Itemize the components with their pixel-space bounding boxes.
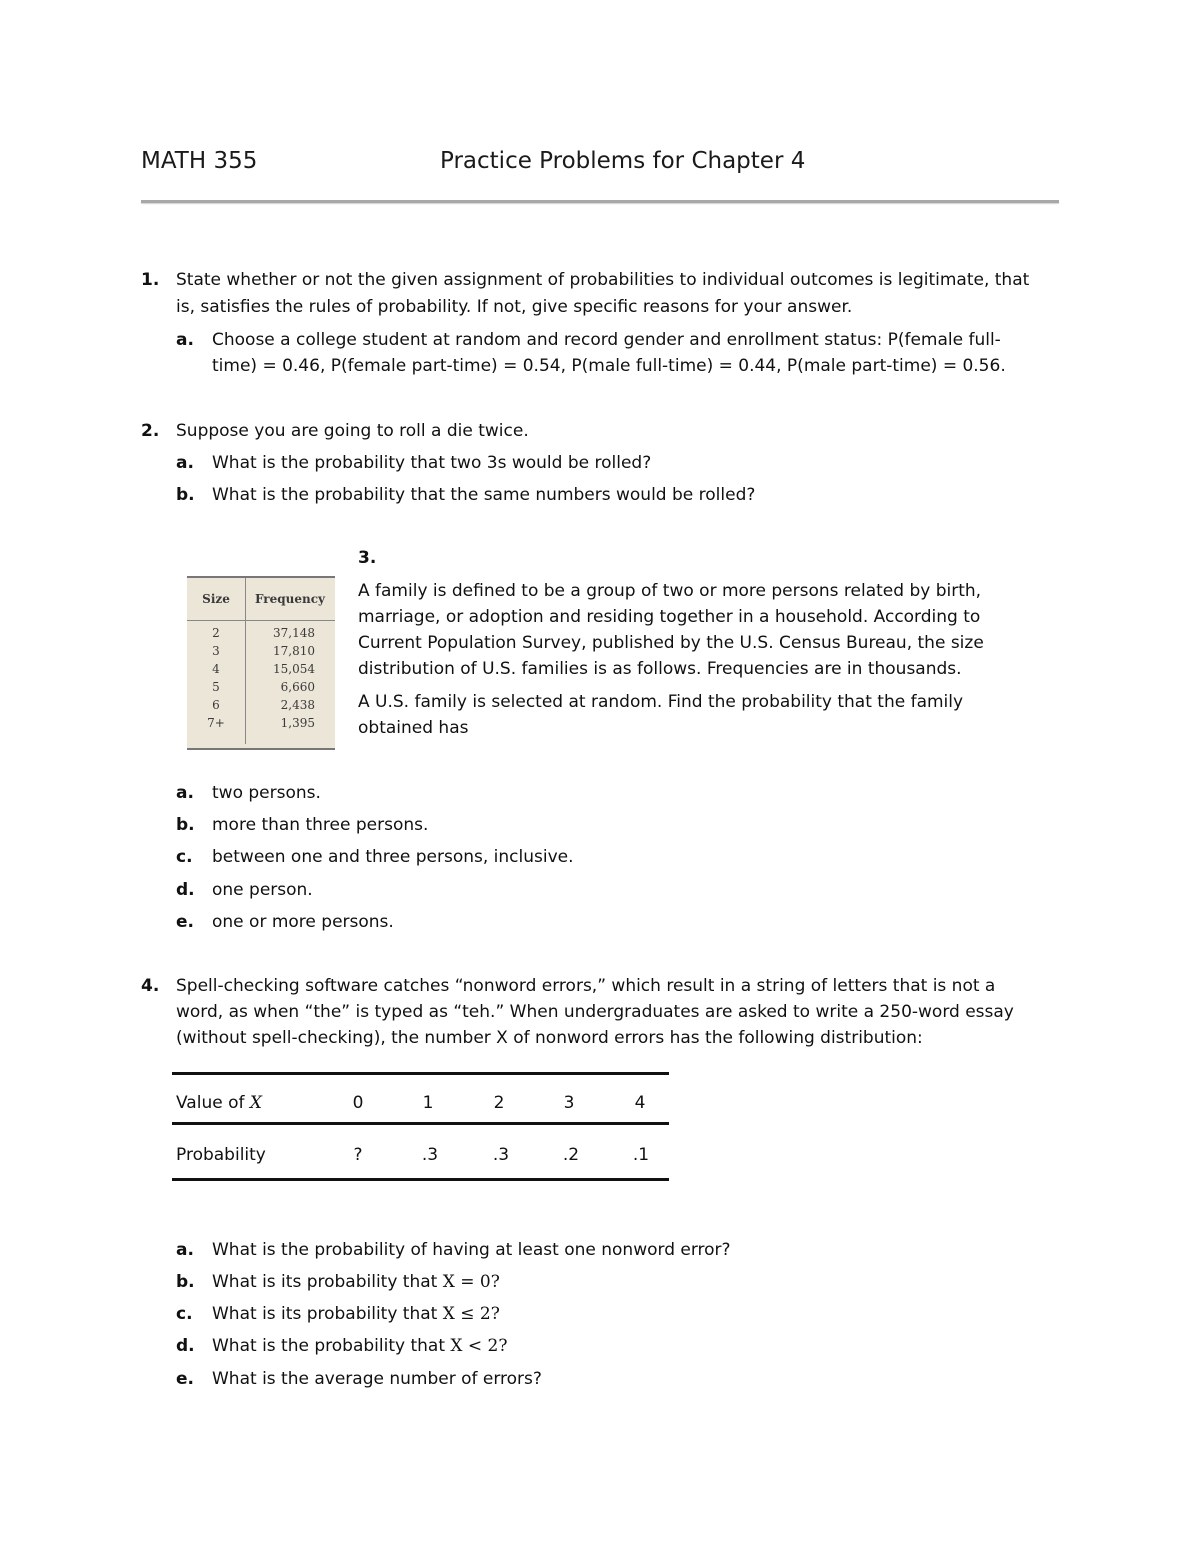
header-rule [141, 200, 1059, 203]
q4d-math: X < 2? [450, 1336, 508, 1356]
probability-cell: .2 [562, 1145, 580, 1165]
q3d-label: d. [176, 880, 195, 900]
frequency-cell: 17,810 [273, 644, 315, 658]
q2a-text: What is the probability that two 3s would be rolled? [212, 453, 652, 473]
q4b-math: X = 0? [442, 1272, 500, 1292]
q3a-text: two persons. [212, 783, 321, 803]
frequency-col-header: Frequency [254, 592, 326, 606]
frequency-cell: 2,438 [280, 698, 315, 712]
q4a-label: a. [176, 1240, 194, 1260]
q3-para1-line1: A family is defined to be a group of two or more persons related by birth, [358, 581, 982, 601]
size-cell: 7+ [207, 716, 225, 730]
value-row-label-text: Value of [176, 1093, 250, 1113]
q2a-label: a. [176, 453, 194, 473]
table-row [187, 716, 335, 734]
probability-cell: .3 [421, 1145, 439, 1165]
distribution-table-bottom-rule [172, 1178, 669, 1181]
family-size-table [187, 576, 335, 750]
value-cell: 4 [634, 1093, 646, 1113]
variable-x: X [249, 1093, 262, 1113]
q4c-line [212, 1304, 500, 1324]
q4-text-line3: (without spell-checking), the number X of nonword errors has the following distribution: [176, 1028, 923, 1048]
course-code: MATH 355 [141, 148, 258, 174]
q3d-text: one person. [212, 880, 313, 900]
value-row-label [176, 1093, 262, 1113]
q3-para2-line2: obtained has [358, 718, 469, 738]
q4b-label: b. [176, 1272, 195, 1292]
frequency-cell: 15,054 [273, 662, 315, 676]
q3-para2-line1: A U.S. family is selected at random. Find the probability that the family [358, 692, 964, 712]
q4e-text: What is the average number of errors? [212, 1369, 542, 1389]
q3-para1-line4: distribution of U.S. families is as follows. Frequencies are in thousands. [358, 659, 962, 679]
table-row [187, 680, 335, 698]
q1-text-line2: is, satisfies the rules of probability. If not, give specific reasons for your answer. [176, 297, 853, 317]
q3e-label: e. [176, 912, 194, 932]
table-row [187, 662, 335, 680]
q4d-label: d. [176, 1336, 195, 1356]
value-cell: 0 [352, 1093, 364, 1113]
q3c-label: c. [176, 847, 193, 867]
q4d-line [212, 1336, 507, 1356]
q2-text: Suppose you are going to roll a die twice. [176, 421, 529, 441]
table-row [187, 698, 335, 716]
q1-number: 1. [141, 270, 160, 290]
q2-number: 2. [141, 421, 160, 441]
value-cell: 1 [422, 1093, 434, 1113]
value-cell: 3 [563, 1093, 575, 1113]
value-cell: 2 [493, 1093, 505, 1113]
q4c-label: c. [176, 1304, 193, 1324]
q4c-math: X ≤ 2? [442, 1304, 500, 1324]
table-row [187, 644, 335, 662]
probability-row-label: Probability [176, 1145, 266, 1165]
distribution-table-mid-rule [172, 1122, 669, 1125]
frequency-cell: 37,148 [273, 626, 315, 640]
q1-text-line1: State whether or not the given assignment of probabilities to individual outcomes is legitimate, that [176, 270, 1030, 290]
q4b-text: What is its probability that [212, 1272, 443, 1292]
family-size-table-header [187, 578, 335, 621]
q3b-label: b. [176, 815, 195, 835]
q4-text-line1: Spell-checking software catches “nonword errors,” which result in a string of letters that is not a [176, 976, 996, 996]
q4d-text: What is the probability that [212, 1336, 451, 1356]
size-cell: 3 [212, 644, 220, 658]
frequency-cell: 1,395 [280, 716, 315, 730]
q4a-text: What is the probability of having at least one nonword error? [212, 1240, 731, 1260]
size-cell: 4 [212, 662, 220, 676]
q3b-text: more than three persons. [212, 815, 429, 835]
q3c-text: between one and three persons, inclusive. [212, 847, 574, 867]
family-size-col-header: Size [202, 592, 230, 606]
q1a-text-line2: time) = 0.46, P(female part-time) = 0.54, P(male full-time) = 0.44, P(male part-time) = 0.56. [212, 356, 1006, 376]
distribution-table-top-rule [172, 1072, 669, 1075]
q4b-line [212, 1272, 500, 1292]
probability-cell: .1 [632, 1145, 650, 1165]
q2b-label: b. [176, 485, 195, 505]
q1a-label: a. [176, 330, 194, 350]
size-cell: 6 [212, 698, 220, 712]
probability-cell: .3 [492, 1145, 510, 1165]
q4c-text: What is its probability that [212, 1304, 443, 1324]
q1a-text-line1: Choose a college student at random and record gender and enrollment status: P(female full- [212, 330, 1001, 350]
q2b-text: What is the probability that the same numbers would be rolled? [212, 485, 756, 505]
page-title: Practice Problems for Chapter 4 [440, 148, 806, 174]
q3e-text: one or more persons. [212, 912, 394, 932]
frequency-cell: 6,660 [280, 680, 315, 694]
q4-text-line2: word, as when “the” is typed as “teh.” When undergraduates are asked to write a 250-word essay [176, 1002, 1014, 1022]
q4-number: 4. [141, 976, 160, 996]
q3-para1-line2: marriage, or adoption and residing together in a household. According to [358, 607, 981, 627]
size-cell: 2 [212, 626, 220, 640]
q4e-label: e. [176, 1369, 194, 1389]
q3-number: 3. [358, 548, 377, 568]
q3a-label: a. [176, 783, 194, 803]
size-cell: 5 [212, 680, 220, 694]
table-row [187, 626, 335, 644]
probability-cell: ? [353, 1145, 363, 1165]
q3-para1-line3: Current Population Survey, published by the U.S. Census Bureau, the size [358, 633, 984, 653]
